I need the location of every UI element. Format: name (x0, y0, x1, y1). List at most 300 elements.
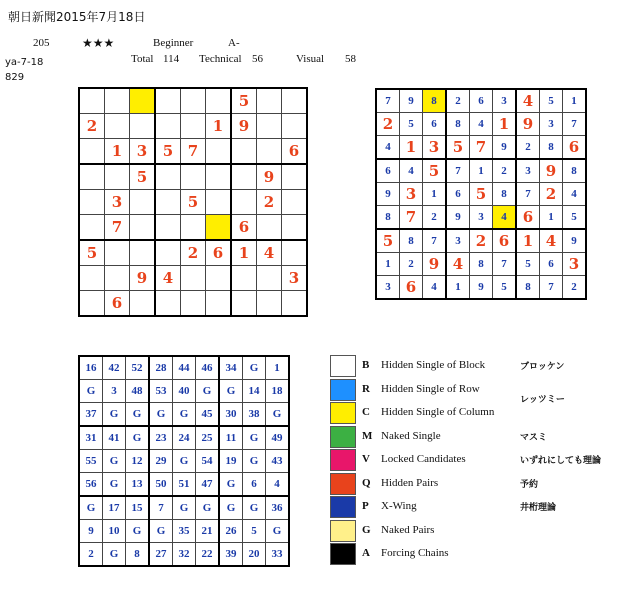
puzzle-cell (105, 88, 130, 114)
solution-cell: 9 (563, 229, 587, 253)
solution-cell: 1 (376, 253, 400, 276)
solution-cell: 7 (563, 113, 587, 136)
order-cell: 36 (266, 496, 290, 520)
legend-swatch (330, 402, 356, 424)
solution-cell: 2 (446, 89, 470, 113)
legend-name: X-Wing (381, 500, 417, 512)
solution-cell: 4 (376, 136, 400, 160)
legend-swatch (330, 355, 356, 377)
puzzle-cell: 5 (79, 240, 105, 266)
solution-cell: 5 (470, 183, 493, 206)
puzzle-cell (79, 139, 105, 165)
solution-cell: 1 (470, 159, 493, 183)
solution-cell: 8 (563, 159, 587, 183)
order-cell: G (219, 496, 243, 520)
puzzle-cell: 4 (257, 240, 282, 266)
order-cell: 38 (243, 403, 266, 427)
solution-cell: 4 (540, 229, 563, 253)
grid-row (79, 114, 307, 139)
legend-row (330, 543, 630, 565)
legend-row (330, 355, 630, 377)
puzzle-cell (206, 88, 232, 114)
legend-name: Hidden Single of Row (381, 382, 480, 395)
solution-cell: 8 (516, 276, 540, 300)
solution-cell: 2 (540, 183, 563, 206)
legend-row (330, 379, 630, 405)
puzzle-cell: 3 (130, 139, 156, 165)
puzzle-cell (155, 190, 181, 215)
puzzle-cell (181, 164, 206, 190)
order-cell: G (126, 426, 150, 450)
technical-label: Technical (199, 53, 242, 65)
order-cell: 15 (126, 496, 150, 520)
legend-swatch (330, 426, 356, 448)
solution-cell: 9 (493, 136, 517, 160)
solution-cell: 9 (516, 113, 540, 136)
order-cell: G (103, 450, 126, 473)
puzzle-cell (282, 291, 308, 317)
order-cell: G (243, 496, 266, 520)
legend-code: M (362, 429, 373, 442)
order-cell: 37 (79, 403, 103, 427)
grid-row (79, 190, 307, 215)
solution-cell: 3 (376, 276, 400, 300)
puzzle-cell (282, 190, 308, 215)
order-cell: 39 (219, 543, 243, 567)
puzzle-cell: 5 (181, 190, 206, 215)
legend-code: V (362, 453, 370, 465)
legend-japanese-name: マスミ (520, 432, 548, 443)
grid-row (376, 276, 586, 300)
order-cell: 31 (79, 426, 103, 450)
order-cell: 55 (79, 450, 103, 473)
grid-row (79, 356, 289, 380)
solution-cell: 8 (493, 183, 517, 206)
puzzle-cell (155, 88, 181, 114)
puzzle-cell (130, 215, 156, 241)
solution-cell: 3 (400, 183, 423, 206)
puzzle-cell: 2 (181, 240, 206, 266)
puzzle-cell (181, 114, 206, 139)
puzzle-cell (231, 266, 257, 291)
solution-cell: 7 (493, 253, 517, 276)
puzzle-cell (257, 215, 282, 241)
grid-row (79, 240, 307, 266)
puzzle-cell (79, 266, 105, 291)
solution-grid (375, 88, 587, 300)
order-cell: G (103, 543, 126, 567)
solution-cell: 7 (470, 136, 493, 160)
solution-cell: 6 (423, 113, 447, 136)
order-cell: 50 (149, 473, 173, 497)
grid-row (376, 136, 586, 160)
solve-order-grid (78, 355, 290, 567)
puzzle-cell (105, 240, 130, 266)
puzzle-cell (282, 88, 308, 114)
puzzle-cell: 6 (231, 215, 257, 241)
solution-cell: 5 (540, 89, 563, 113)
order-cell: 42 (103, 356, 126, 380)
solution-cell: 8 (446, 113, 470, 136)
puzzle-cell (282, 114, 308, 139)
legend-swatch (330, 473, 356, 495)
technical-value: 56 (252, 53, 263, 65)
solution-cell: 9 (400, 89, 423, 113)
legend-japanese-name: 井桁理論 (520, 503, 557, 513)
grid-row (79, 496, 289, 520)
order-cell: G (149, 520, 173, 543)
order-cell: 40 (173, 380, 196, 403)
solution-cell: 9 (540, 159, 563, 183)
puzzle-cell (105, 266, 130, 291)
legend-row (330, 473, 630, 495)
order-cell: 43 (266, 450, 290, 473)
order-cell: G (243, 450, 266, 473)
puzzle-cell (181, 291, 206, 317)
solution-cell: 5 (493, 276, 517, 300)
order-cell: 47 (196, 473, 220, 497)
puzzle-cell: 3 (105, 190, 130, 215)
solution-cell: 1 (516, 229, 540, 253)
solution-cell: 4 (516, 89, 540, 113)
grid-row (376, 229, 586, 253)
puzzle-cell (231, 164, 257, 190)
solution-cell: 4 (423, 276, 447, 300)
solution-cell: 4 (400, 159, 423, 183)
solution-cell: 7 (516, 183, 540, 206)
legend-code: A (362, 547, 370, 559)
order-cell: 27 (149, 543, 173, 567)
solution-cell: 4 (470, 113, 493, 136)
total-label: Total (131, 53, 154, 65)
order-cell: G (79, 380, 103, 403)
order-cell: 11 (219, 426, 243, 450)
solution-cell: 4 (563, 183, 587, 206)
grid-row (376, 113, 586, 136)
order-cell: 32 (173, 543, 196, 567)
solution-cell: 9 (423, 253, 447, 276)
legend-name: Forcing Chains (381, 547, 449, 559)
order-cell: 26 (219, 520, 243, 543)
solution-cell: 5 (423, 159, 447, 183)
solution-cell: 4 (493, 206, 517, 230)
legend-name: Naked Pairs (381, 523, 435, 536)
solution-cell: 3 (563, 253, 587, 276)
legend-code: B (362, 359, 370, 371)
solution-cell: 5 (400, 113, 423, 136)
solution-cell: 1 (493, 113, 517, 136)
legend-japanese-name: いずれにしても理論 (520, 456, 602, 466)
order-cell: G (126, 403, 150, 427)
order-cell: G (243, 356, 266, 380)
solution-cell: 2 (493, 159, 517, 183)
puzzle-cell: 6 (105, 291, 130, 317)
legend-swatch (330, 449, 356, 471)
solution-cell: 5 (563, 206, 587, 230)
solution-cell: 2 (516, 136, 540, 160)
order-cell: G (79, 496, 103, 520)
solution-cell: 8 (540, 136, 563, 160)
puzzle-cell (130, 291, 156, 317)
grid-row (79, 473, 289, 497)
puzzle-cell: 5 (231, 88, 257, 114)
order-cell: 16 (79, 356, 103, 380)
solution-cell: 5 (516, 253, 540, 276)
grid-row (79, 450, 289, 473)
solution-cell: 1 (563, 89, 587, 113)
solution-cell: 1 (400, 136, 423, 160)
order-cell: 41 (103, 426, 126, 450)
solution-cell: 2 (423, 206, 447, 230)
solution-cell: 3 (446, 229, 470, 253)
solution-cell: 9 (446, 206, 470, 230)
order-cell: 44 (173, 356, 196, 380)
puzzle-cell (257, 139, 282, 165)
solution-cell: 6 (470, 89, 493, 113)
order-cell: G (243, 426, 266, 450)
legend-swatch (330, 543, 356, 565)
legend-name: Naked Single (381, 429, 441, 442)
legend-swatch (330, 496, 356, 518)
order-cell: 10 (103, 520, 126, 543)
legend-name: Locked Candidates (381, 453, 466, 465)
order-cell: 53 (149, 380, 173, 403)
solution-cell: 3 (540, 113, 563, 136)
grid-row (79, 164, 307, 190)
puzzle-cell: 2 (79, 114, 105, 139)
total-value: 114 (163, 53, 180, 65)
grid-row (79, 139, 307, 165)
difficulty-level: Beginner (153, 37, 194, 49)
solution-cell: 7 (376, 89, 400, 113)
legend-row (330, 449, 630, 471)
order-cell: 46 (196, 356, 220, 380)
puzzle-cell: 2 (257, 190, 282, 215)
order-cell: 34 (219, 356, 243, 380)
grid-row (79, 426, 289, 450)
order-cell: 3 (103, 380, 126, 403)
legend-row (330, 402, 630, 424)
grid-row (79, 520, 289, 543)
puzzle-cell (231, 291, 257, 317)
puzzle-cell: 5 (130, 164, 156, 190)
order-cell: 12 (126, 450, 150, 473)
visual-label: Visual (296, 53, 325, 65)
puzzle-cell: 1 (206, 114, 232, 139)
order-cell: G (149, 403, 173, 427)
puzzle-cell (155, 215, 181, 241)
solution-cell: 8 (470, 253, 493, 276)
order-cell: G (219, 380, 243, 403)
order-cell: 4 (266, 473, 290, 497)
puzzle-cell (105, 164, 130, 190)
puzzle-cell: 5 (155, 139, 181, 165)
solution-cell: 6 (540, 253, 563, 276)
legend-name: Hidden Pairs (381, 476, 439, 489)
solution-cell: 3 (470, 206, 493, 230)
legend-row (330, 496, 630, 518)
puzzle-cell (206, 266, 232, 291)
puzzle-cell (105, 114, 130, 139)
puzzle-cell: 9 (257, 164, 282, 190)
visual-value: 58 (345, 53, 356, 65)
puzzle-cell (282, 215, 308, 241)
order-cell: 9 (79, 520, 103, 543)
puzzle-cell (79, 291, 105, 317)
solution-cell: 7 (400, 206, 423, 230)
solution-cell: 1 (446, 276, 470, 300)
grid-row (376, 253, 586, 276)
solution-cell: 2 (376, 113, 400, 136)
puzzle-cell (79, 190, 105, 215)
puzzle-cell (257, 266, 282, 291)
puzzle-cell (206, 291, 232, 317)
puzzle-cell (181, 266, 206, 291)
solution-cell: 7 (540, 276, 563, 300)
order-cell: 19 (219, 450, 243, 473)
legend-name: Hidden Single of Block (381, 359, 486, 371)
legend-japanese-name: 予約 (520, 479, 539, 490)
solution-cell: 9 (376, 183, 400, 206)
order-cell: 23 (149, 426, 173, 450)
puzzle-cell (79, 88, 105, 114)
solution-cell: 2 (563, 276, 587, 300)
order-cell: 5 (243, 520, 266, 543)
order-cell: 21 (196, 520, 220, 543)
puzzle-cell (155, 164, 181, 190)
order-cell: 13 (126, 473, 150, 497)
puzzle-cell (181, 88, 206, 114)
grid-row (376, 89, 586, 113)
order-cell: 48 (126, 380, 150, 403)
solution-cell: 3 (516, 159, 540, 183)
solution-cell: 8 (376, 206, 400, 230)
order-cell: 45 (196, 403, 220, 427)
solution-cell: 3 (423, 136, 447, 160)
solution-cell: 3 (493, 89, 517, 113)
puzzle-code: ya-7-18 (5, 57, 44, 68)
order-cell: G (103, 473, 126, 497)
order-cell: G (173, 496, 196, 520)
order-cell: G (126, 520, 150, 543)
legend-code: P (362, 500, 369, 512)
order-cell: 51 (173, 473, 196, 497)
solution-cell: 7 (446, 159, 470, 183)
puzzle-cell: 6 (206, 240, 232, 266)
order-cell: 54 (196, 450, 220, 473)
order-cell: 14 (243, 380, 266, 403)
star-rating: ★★★ (82, 36, 115, 50)
solution-cell: 2 (400, 253, 423, 276)
order-cell: 33 (266, 543, 290, 567)
puzzle-cell (130, 88, 156, 114)
puzzle-cell: 7 (181, 139, 206, 165)
puzzle-cell (257, 114, 282, 139)
grid-row (376, 159, 586, 183)
solution-cell: 1 (540, 206, 563, 230)
puzzle-cell: 6 (282, 139, 308, 165)
order-cell: G (103, 403, 126, 427)
order-cell: 30 (219, 403, 243, 427)
solution-cell: 6 (400, 276, 423, 300)
puzzle-cell: 9 (130, 266, 156, 291)
extra-number: 829 (5, 72, 25, 83)
puzzle-cell (257, 291, 282, 317)
solution-cell: 1 (423, 183, 447, 206)
puzzle-cell (155, 291, 181, 317)
solution-cell: 6 (516, 206, 540, 230)
legend-swatch (330, 520, 356, 542)
order-cell: 29 (149, 450, 173, 473)
legend-name: Hidden Single of Column (381, 406, 495, 418)
puzzle-cell: 3 (282, 266, 308, 291)
puzzle-cell (79, 215, 105, 241)
puzzle-cell: 9 (231, 114, 257, 139)
legend-row (330, 426, 630, 448)
solution-cell: 4 (446, 253, 470, 276)
grid-row (376, 183, 586, 206)
legend-japanese-name: レッツミー (520, 394, 565, 405)
order-cell: 17 (103, 496, 126, 520)
order-cell: 2 (79, 543, 103, 567)
puzzle-cell (155, 240, 181, 266)
difficulty-grade: A- (228, 37, 240, 49)
solution-cell: 6 (493, 229, 517, 253)
grid-row (79, 291, 307, 317)
legend-code: C (362, 406, 370, 418)
puzzle-cell (282, 240, 308, 266)
puzzle-cell (257, 88, 282, 114)
order-cell: G (266, 403, 290, 427)
order-cell: 20 (243, 543, 266, 567)
order-cell: 52 (126, 356, 150, 380)
puzzle-cell (231, 139, 257, 165)
puzzle-cell (130, 240, 156, 266)
order-cell: 49 (266, 426, 290, 450)
solution-cell: 7 (423, 229, 447, 253)
legend-row (330, 520, 630, 542)
puzzle-cell (231, 190, 257, 215)
solution-cell: 6 (446, 183, 470, 206)
order-cell: 1 (266, 356, 290, 380)
legend-japanese-name: ブロッケン (520, 362, 565, 372)
solution-cell: 2 (470, 229, 493, 253)
order-cell: 25 (196, 426, 220, 450)
puzzle-cell (181, 215, 206, 241)
puzzle-cell (206, 190, 232, 215)
puzzle-cell: 4 (155, 266, 181, 291)
order-cell: G (173, 450, 196, 473)
puzzle-cell (282, 164, 308, 190)
solution-cell: 6 (376, 159, 400, 183)
puzzle-cell: 1 (105, 139, 130, 165)
order-cell: 6 (243, 473, 266, 497)
order-cell: G (196, 380, 220, 403)
solution-cell: 5 (376, 229, 400, 253)
puzzle-grid (78, 87, 308, 317)
puzzle-cell (206, 164, 232, 190)
puzzle-cell (130, 190, 156, 215)
order-cell: 8 (126, 543, 150, 567)
grid-row (79, 380, 289, 403)
order-cell: 18 (266, 380, 290, 403)
puzzle-number: 205 (33, 37, 50, 49)
grid-row (376, 206, 586, 230)
grid-row (79, 88, 307, 114)
order-cell: 28 (149, 356, 173, 380)
grid-row (79, 266, 307, 291)
legend-code: R (362, 382, 370, 395)
